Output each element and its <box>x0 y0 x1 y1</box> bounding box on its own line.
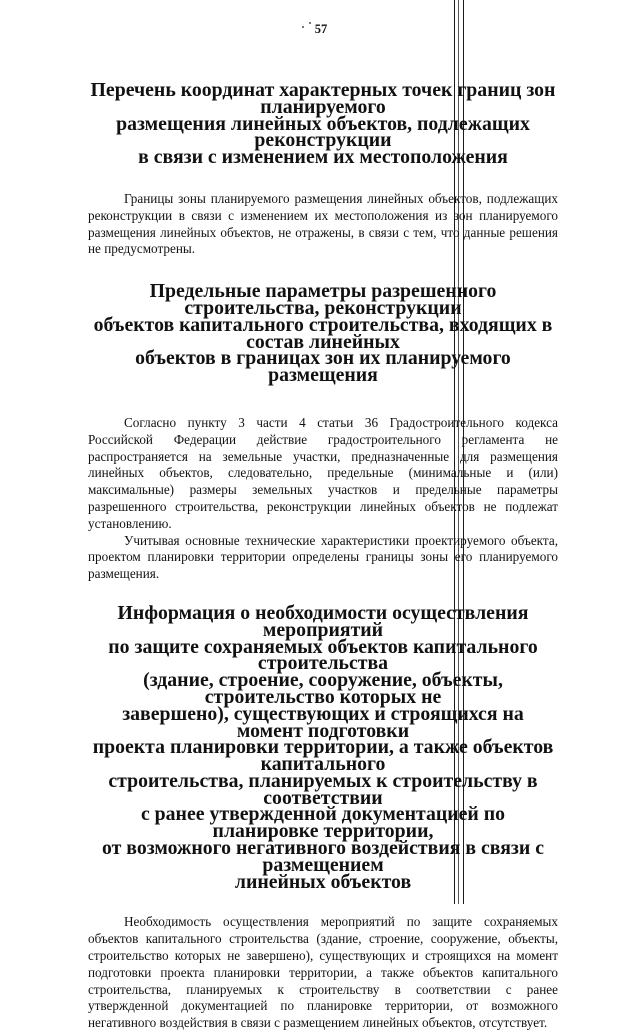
heading-line: по защите сохраняемых объектов капитального строительства <box>108 635 538 675</box>
heading-line: (здание, строение, сооружение, объекты, строительство которых не <box>143 669 503 708</box>
document-body <box>88 79 558 1032</box>
paragraph-technical-characteristics: Учитывая основные технические характеристики проектируемого объекта, проектом планировки территории определены границы зоны его планируемого размещения. <box>88 532 558 582</box>
heading-line: размещения линейных объектов, подлежащих реконструкции <box>116 112 530 152</box>
heading-line: объектов в границах зон их планируемого размещения <box>135 347 511 387</box>
section-heading-coordinates <box>88 79 558 169</box>
heading-line: линейных объектов <box>234 870 412 893</box>
heading-line: с ранее утвержденной документацией по планировке территории, <box>140 803 506 843</box>
section-heading-protection-measures <box>88 601 558 893</box>
paragraph-zone-boundaries: Границы зоны планируемого размещения линейных объектов, подлежащих реконструкции в связи с изменением их местоположения из зон планируемого размещения линейных объектов, не отражены, в связи с тем, что данные решения не предусмотрены. <box>88 190 558 257</box>
heading-line: проекта планировки территории, а также объектов капитального <box>92 736 554 776</box>
heading-line: завершено), существующих и строящихся на момент подготовки <box>122 702 524 742</box>
heading-line: строительства, планируемых к строительству в соответствии <box>108 769 538 809</box>
heading-line: объектов капитального строительства, входящих в состав линейных <box>93 313 553 353</box>
heading-line: в связи с изменением их местоположения <box>138 146 508 169</box>
heading-line: Предельные параметры разрешенного строительства, реконструкции <box>149 280 497 319</box>
heading-line: от возможного негативного воздействия в связи с размещением <box>102 837 544 876</box>
heading-line: Информация о необходимости осуществления мероприятий <box>117 601 529 641</box>
section-heading-construction-parameters <box>88 280 558 387</box>
paragraph-protection-not-required: Необходимость осуществления мероприятий по защите сохраняемых объектов капитального строительства (здание, строение, сооружение, объекты, строительство которых не завершено), существующих и строящихся на момент подготовки проекта планировки территории, а также объектов капитального строительства, планируемых к строительству в соответствии с ранее утвержденной документацией по планировке территории, от возможного негативного воздействия в связи с размещением линейных объектов, отсутствует. <box>88 914 558 1031</box>
heading-line: Перечень координат характерных точек границ зон планируемого <box>90 79 556 118</box>
paragraph-urban-code: Согласно пункту 3 части 4 статьи 36 Градостроительного кодекса Российской Федерации действие градостроительного регламента не распространяется на земельные участки, предназначенные для размещения линейных объектов, следовательно, предельные (минимальные и (или) максимальные) размеры земельных участков и предельные параметры разрешенного строительства, реконструкции линейных объектов не подлежат установлению. <box>88 414 558 531</box>
page-number: 57 <box>314 22 328 36</box>
